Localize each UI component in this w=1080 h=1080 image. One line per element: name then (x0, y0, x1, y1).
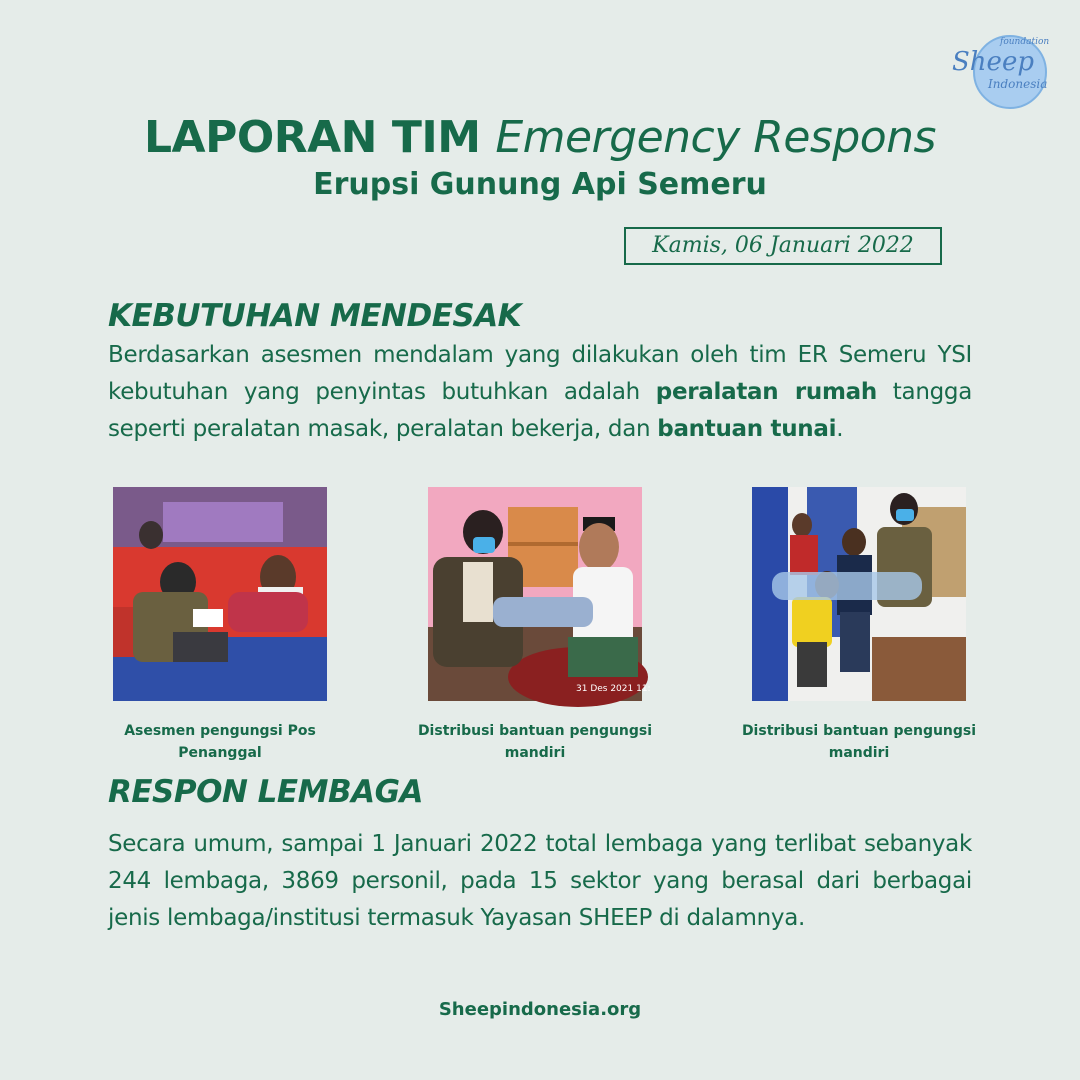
kebutuhan-text-2: tangga seperti peralatan masak, peralatan bekerja, dan (108, 379, 972, 442)
respon-heading: RESPON LEMBAGA (108, 774, 424, 810)
photo-caption-3: Distribusi bantuan pengungsi mandiri (741, 723, 977, 761)
photo-caption-1: Asesmen pengungsi Pos Penanggal (124, 723, 316, 761)
title-italic: Emergency Respons (495, 112, 936, 163)
page-subtitle: Erupsi Gunung Api Semeru (313, 167, 767, 202)
kebutuhan-text-3: . (836, 416, 844, 442)
respon-paragraph: Secara umum, sampai 1 Januari 2022 total lembaga yang terlibat sebanyak 244 lembaga, 3869 personil, pada 15 sektor yang berasal dari berbagai jenis lembaga/institusi termasuk Yayasan SHEEP di dalamnya. (108, 831, 972, 931)
page-title (0, 112, 1080, 163)
logo-arc: foundation (1000, 37, 1050, 47)
kebutuhan-paragraph (108, 337, 972, 448)
photo-assessment (113, 487, 327, 701)
photo-distribution-1 (428, 487, 651, 701)
kebutuhan-heading: KEBUTUHAN MENDESAK (108, 298, 522, 334)
footer-website[interactable]: Sheepindonesia.org (438, 999, 642, 1020)
title-bold: LAPORAN TIM (144, 112, 481, 163)
kebutuhan-text-1: Berdasarkan asesmen mendalam yang dilakukan oleh tim ER Semeru YSI kebutuhan yang penyintas butuhkan adalah (108, 342, 972, 405)
logo-sub: Indonesia (988, 77, 1048, 91)
logo-word: Sheep (952, 47, 1034, 77)
kebutuhan-bold-2: bantuan tunai (657, 416, 837, 442)
photo-timestamp: 31 Des 2021 11: (576, 684, 651, 694)
photo-caption-2: Distribusi bantuan pengungsi mandiri (417, 723, 653, 761)
date-badge: Kamis, 06 Januari 2022 (624, 227, 942, 265)
photo-distribution-2 (752, 487, 966, 701)
kebutuhan-bold-1: peralatan rumah (655, 379, 877, 405)
sheep-indonesia-logo (948, 32, 1048, 112)
